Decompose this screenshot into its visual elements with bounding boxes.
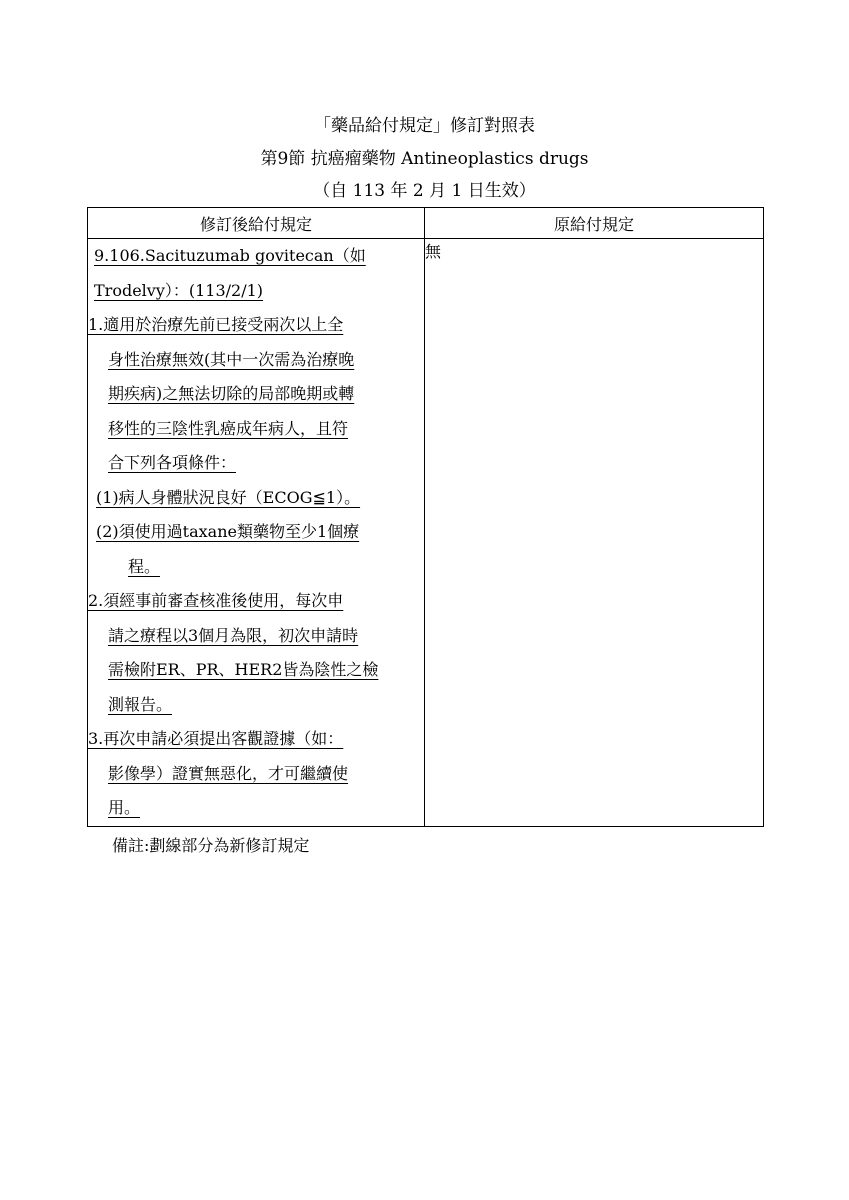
revised-line: 身性治療無效(其中一次需為治療晚 [108, 349, 355, 369]
original-regulation-cell: 無 [425, 239, 764, 827]
footnote: 備註:劃線部分為新修訂規定 [112, 836, 310, 855]
revised-line: 用。 [108, 798, 141, 817]
comparison-table [87, 207, 764, 827]
revised-regulation-cell [88, 239, 425, 827]
document-title: 「藥品給付規定」修訂對照表 [314, 116, 535, 136]
revised-line: 影像學）證實無惡化，才可繼續使 [108, 763, 349, 783]
effective-date: （自 113 年 2 月 1 日生效） [313, 181, 536, 201]
revised-line: (2)須使用過taxane類藥物至少1個療 [96, 522, 360, 541]
revised-line: 3.再次申請必須提出客觀證據（如： [88, 729, 344, 748]
revised-line: 移性的三陰性乳癌成年病人，且符 [108, 418, 349, 438]
revised-line: 請之療程以3個月為限，初次申請時 [108, 625, 359, 645]
column-header-original: 原給付規定 [425, 208, 764, 239]
revised-line: 1.適用於治療先前已接受兩次以上全 [88, 315, 344, 334]
table-row [88, 239, 764, 827]
section-title: 第9節 抗癌瘤藥物 Antineoplastics drugs [260, 149, 589, 169]
revised-line: Trodelvy）：(113/2/1) [94, 280, 264, 300]
revised-line: 測報告。 [108, 694, 173, 714]
revised-line: 合下列各項條件： [108, 453, 237, 472]
revised-line: 9.106.Sacituzumab govitecan（如 [94, 246, 366, 265]
revised-line: (1)病人身體狀況良好（ECOG≦1）。 [96, 487, 361, 507]
revised-line: 程。 [128, 556, 161, 576]
revised-line: 2.須經事前審查核准後使用，每次申 [88, 591, 344, 610]
revised-line: 需檢附ER、PR、HER2皆為陰性之檢 [108, 660, 379, 679]
revised-line: 期疾病)之無法切除的局部晚期或轉 [108, 384, 355, 403]
table-header-row [88, 208, 764, 239]
column-header-revised: 修訂後給付規定 [88, 208, 425, 239]
